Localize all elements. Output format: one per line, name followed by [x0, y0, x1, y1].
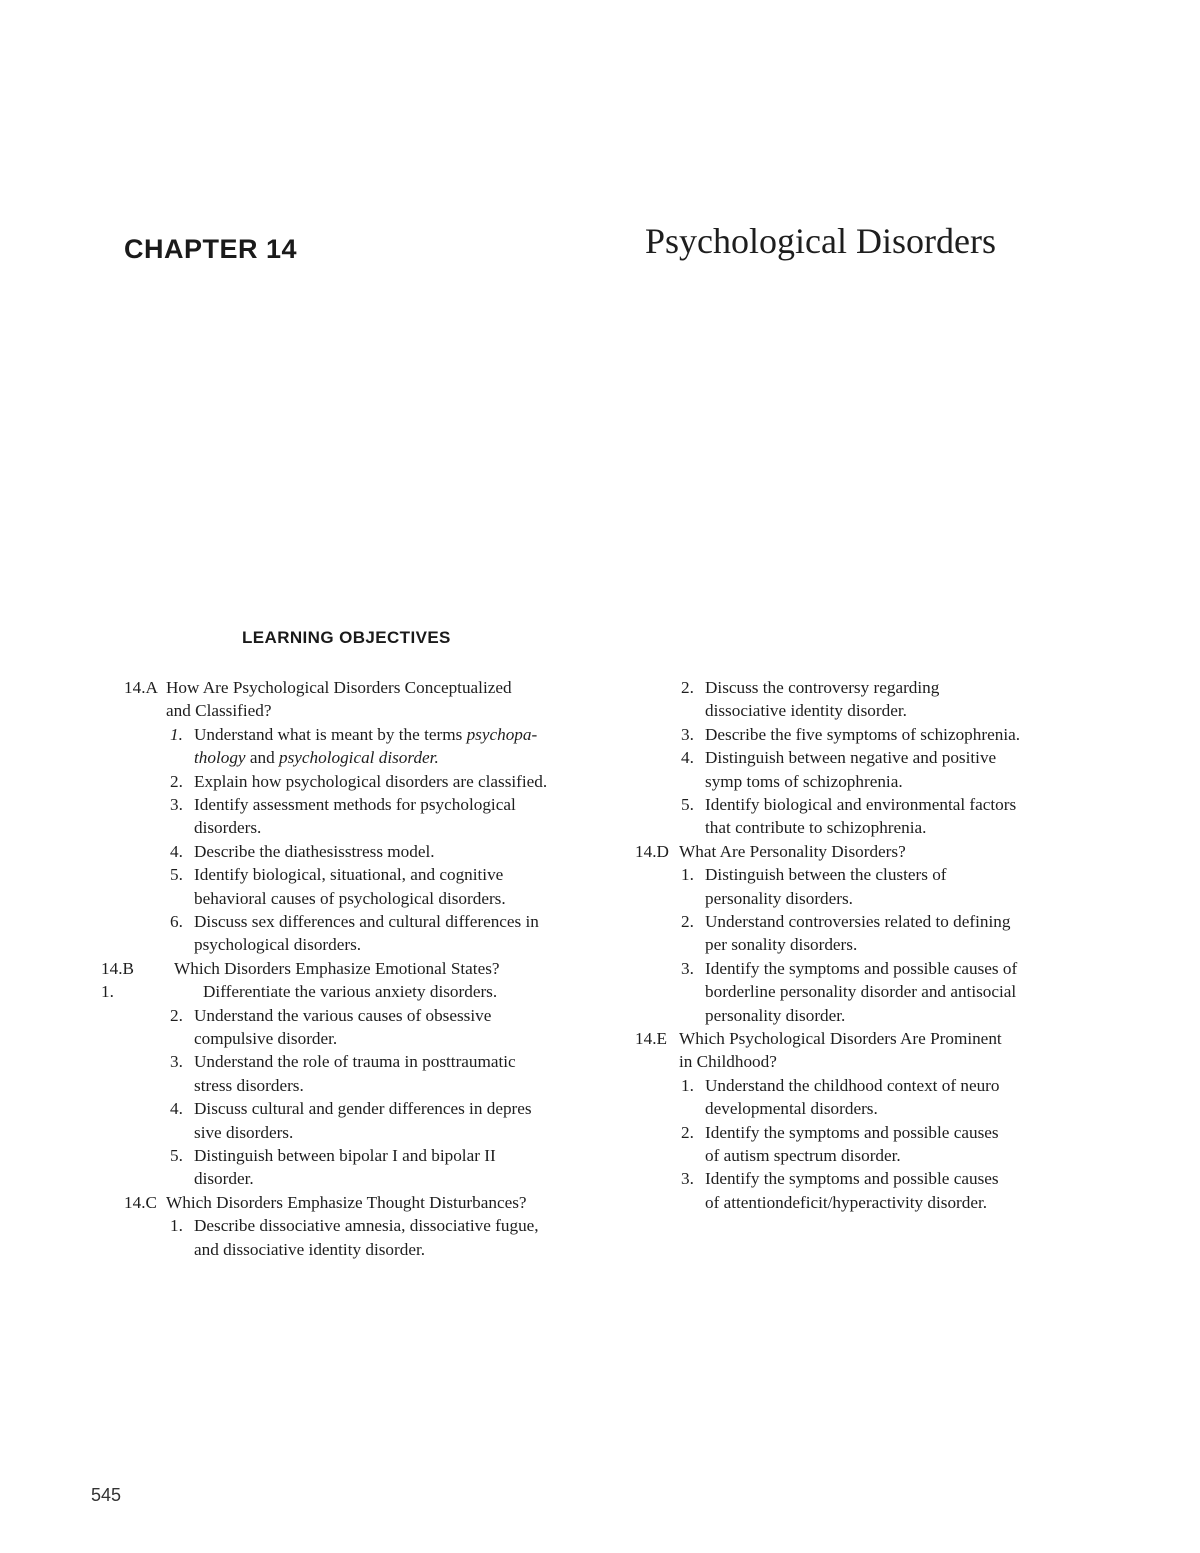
- objective-text-segment: Distinguish between bipolar I and bipolar II: [194, 1146, 496, 1165]
- objective-text-segment: stress disorders.: [194, 1075, 304, 1095]
- objective-text-segment: Understand controversies related to defining: [705, 912, 1011, 931]
- objective-section-title: [174, 957, 500, 980]
- chapter-label: CHAPTER 14: [124, 234, 298, 264]
- objective-section-title: [679, 1027, 1002, 1050]
- objective-text: [705, 910, 1010, 933]
- objective-text-segment: Understand the role of trauma in posttraumatic: [194, 1052, 516, 1072]
- objective-text: [705, 699, 907, 722]
- objective-text: [194, 1121, 293, 1144]
- objective-text-segment: Describe the five symptoms of schizophrenia.: [705, 724, 1021, 744]
- objective-text-segment: and: [245, 748, 279, 768]
- objective-text-segment: Identify biological, situational, and cognitive: [194, 865, 504, 885]
- objective-item-number: 1.: [101, 982, 114, 1002]
- objective-text-segment: Understand what is meant by the terms: [194, 724, 467, 744]
- objective-item-number: 4.: [681, 748, 694, 768]
- objective-text-segment: Identify biological and environmental factors: [705, 795, 1017, 814]
- objective-text: [194, 1074, 304, 1097]
- objective-text-segment: Explain how psychological disorders are classified.: [194, 771, 548, 791]
- objective-text: [705, 957, 1017, 980]
- objective-text-segment: Distinguish between negative and positive: [705, 748, 997, 768]
- objective-item-number: 6.: [170, 912, 183, 931]
- objective-text-segment: Distinguish between the clusters of: [705, 865, 947, 885]
- objective-text: [194, 1144, 496, 1167]
- objective-section-number: 14.D: [635, 841, 669, 861]
- objective-text: [705, 933, 857, 956]
- objective-text: [194, 1097, 532, 1120]
- objective-item-number: 3.: [681, 958, 694, 978]
- objective-text: [194, 723, 537, 746]
- objective-item-number: 1.: [681, 865, 694, 885]
- objective-text-segment: of autism spectrum disorder.: [705, 1146, 901, 1165]
- objective-text: [705, 887, 853, 910]
- objective-item-number: 3.: [681, 724, 694, 744]
- objective-text-segment: behavioral causes of psychological disorders.: [194, 888, 506, 908]
- objective-item-number: 1.: [170, 724, 183, 744]
- objective-item-number: 3.: [681, 1169, 694, 1189]
- objective-text-segment: Discuss cultural and gender differences in depres: [194, 1099, 532, 1119]
- objective-text: [194, 770, 547, 793]
- objective-text-segment: Identify the symptoms and possible causes of: [705, 958, 1018, 978]
- objective-text: [194, 863, 503, 886]
- objective-item-number: 2.: [170, 771, 183, 791]
- objective-text: [705, 1167, 999, 1190]
- objective-text: [194, 840, 435, 863]
- objective-text: [705, 1074, 1000, 1097]
- objective-text: [194, 1214, 539, 1237]
- objective-text-segment: Discuss the controversy regarding: [705, 678, 940, 697]
- objective-text-segment: Identify the symptoms and possible causes: [705, 1122, 999, 1142]
- objective-item-number: 5.: [170, 865, 183, 885]
- objective-text-segment: in Childhood?: [679, 1052, 777, 1072]
- objective-text: [194, 887, 506, 910]
- objective-text-segment: per sonality disorders.: [705, 935, 858, 955]
- objective-text: [194, 1167, 254, 1190]
- objective-text: [705, 770, 903, 793]
- objective-text: [705, 1097, 878, 1120]
- objective-section-title: [166, 676, 512, 699]
- objective-text-segment: compulsive disorder.: [194, 1029, 338, 1048]
- objective-item-number: 5.: [170, 1146, 183, 1165]
- objective-emphasis: thology: [194, 748, 246, 768]
- objective-text-segment: Identify the symptoms and possible causes: [705, 1169, 999, 1189]
- objective-item-number: 5.: [681, 795, 694, 814]
- objective-text-segment: Describe dissociative amnesia, dissociative fugue,: [194, 1216, 539, 1236]
- objective-item-number: 2.: [170, 1005, 183, 1025]
- objective-text-segment: borderline personality disorder and antisocial: [705, 982, 1017, 1002]
- objective-item-number: 4.: [170, 841, 183, 861]
- objective-section-number: 14.A: [124, 678, 158, 697]
- objective-item-number: 2.: [681, 1122, 694, 1142]
- objective-text-segment: Understand the childhood context of neuro: [705, 1075, 1000, 1095]
- objective-text: [194, 1027, 337, 1050]
- objective-text: [705, 816, 926, 839]
- objective-text: [194, 1050, 516, 1073]
- objective-text-segment: symp toms of schizophrenia.: [705, 771, 903, 791]
- objective-text: [705, 1144, 901, 1167]
- objective-emphasis: psychopa-: [466, 724, 538, 744]
- objective-text: [679, 1050, 777, 1073]
- objective-text-segment: Which Disorders Emphasize Thought Disturbances?: [166, 1192, 527, 1212]
- objective-text: [705, 1191, 987, 1214]
- objective-item-number: 1.: [170, 1216, 183, 1236]
- objective-item-number: 3.: [170, 1052, 183, 1072]
- objective-text: [705, 723, 1020, 746]
- objective-text-segment: Differentiate the various anxiety disorders.: [203, 982, 498, 1002]
- objective-text-segment: Understand the various causes of obsessive: [194, 1005, 492, 1025]
- objective-text-segment: of attentiondeficit/hyperactivity disorder.: [705, 1192, 988, 1212]
- objective-text-segment: and dissociative identity disorder.: [194, 1239, 426, 1259]
- objective-text-segment: Which Disorders Emphasize Emotional States?: [174, 958, 500, 978]
- objective-text: [194, 793, 516, 816]
- objective-text: [705, 746, 996, 769]
- objective-text: [705, 1004, 845, 1027]
- objective-section-number: 14.E: [635, 1029, 667, 1048]
- objective-item-number: 1.: [681, 1075, 694, 1095]
- objective-text-segment: personality disorder.: [705, 1005, 846, 1025]
- objective-text-segment: Discuss sex differences and cultural differences in: [194, 912, 539, 931]
- objective-text-segment: What Are Personality Disorders?: [679, 841, 906, 861]
- objective-text-segment: Which Psychological Disorders Are Prominent: [679, 1029, 1002, 1048]
- objective-text: [194, 816, 261, 839]
- objective-text: [705, 863, 947, 886]
- objective-text-segment: and Classified?: [166, 701, 272, 721]
- objective-text: [705, 676, 939, 699]
- objective-text: [194, 746, 439, 769]
- page-number: 545: [91, 1485, 122, 1505]
- objective-text-segment: How Are Psychological Disorders Conceptualized: [166, 678, 512, 697]
- learning-objectives-heading: LEARNING OBJECTIVES: [242, 628, 451, 647]
- objective-text: [194, 910, 539, 933]
- objective-section-title: [679, 840, 906, 863]
- objective-section-number: 14.B: [101, 958, 134, 978]
- objective-item-number: 4.: [170, 1099, 183, 1119]
- objective-item-number: 2.: [681, 912, 694, 931]
- objective-text-segment: disorder.: [194, 1169, 254, 1189]
- objective-section-title: [166, 1191, 527, 1214]
- objective-text: [203, 980, 497, 1003]
- objective-text: [194, 1004, 491, 1027]
- objective-text-segment: Describe the diathesisstress model.: [194, 841, 435, 861]
- objective-text: [166, 699, 271, 722]
- objective-text-segment: personality disorders.: [705, 888, 853, 908]
- objective-text-segment: dissociative identity disorder.: [705, 701, 907, 721]
- objective-text-segment: sive disorders.: [194, 1122, 294, 1142]
- objective-section-number: 14.C: [124, 1192, 157, 1212]
- objective-text: [194, 933, 361, 956]
- objective-text: [705, 1121, 999, 1144]
- objective-text-segment: disorders.: [194, 818, 262, 838]
- objective-text: [705, 793, 1016, 816]
- objective-text-segment: developmental disorders.: [705, 1099, 878, 1119]
- objective-item-number: 2.: [681, 678, 694, 697]
- objective-item-number: 3.: [170, 795, 183, 814]
- objective-text-segment: psychological disorders.: [194, 935, 362, 955]
- objective-text-segment: that contribute to schizophrenia.: [705, 818, 927, 838]
- objective-text-segment: Identify assessment methods for psychological: [194, 795, 516, 814]
- objective-text: [705, 980, 1016, 1003]
- objective-emphasis: psychological disorder.: [278, 748, 439, 768]
- objective-text: [194, 1238, 425, 1261]
- chapter-title: Psychological Disorders: [645, 221, 996, 261]
